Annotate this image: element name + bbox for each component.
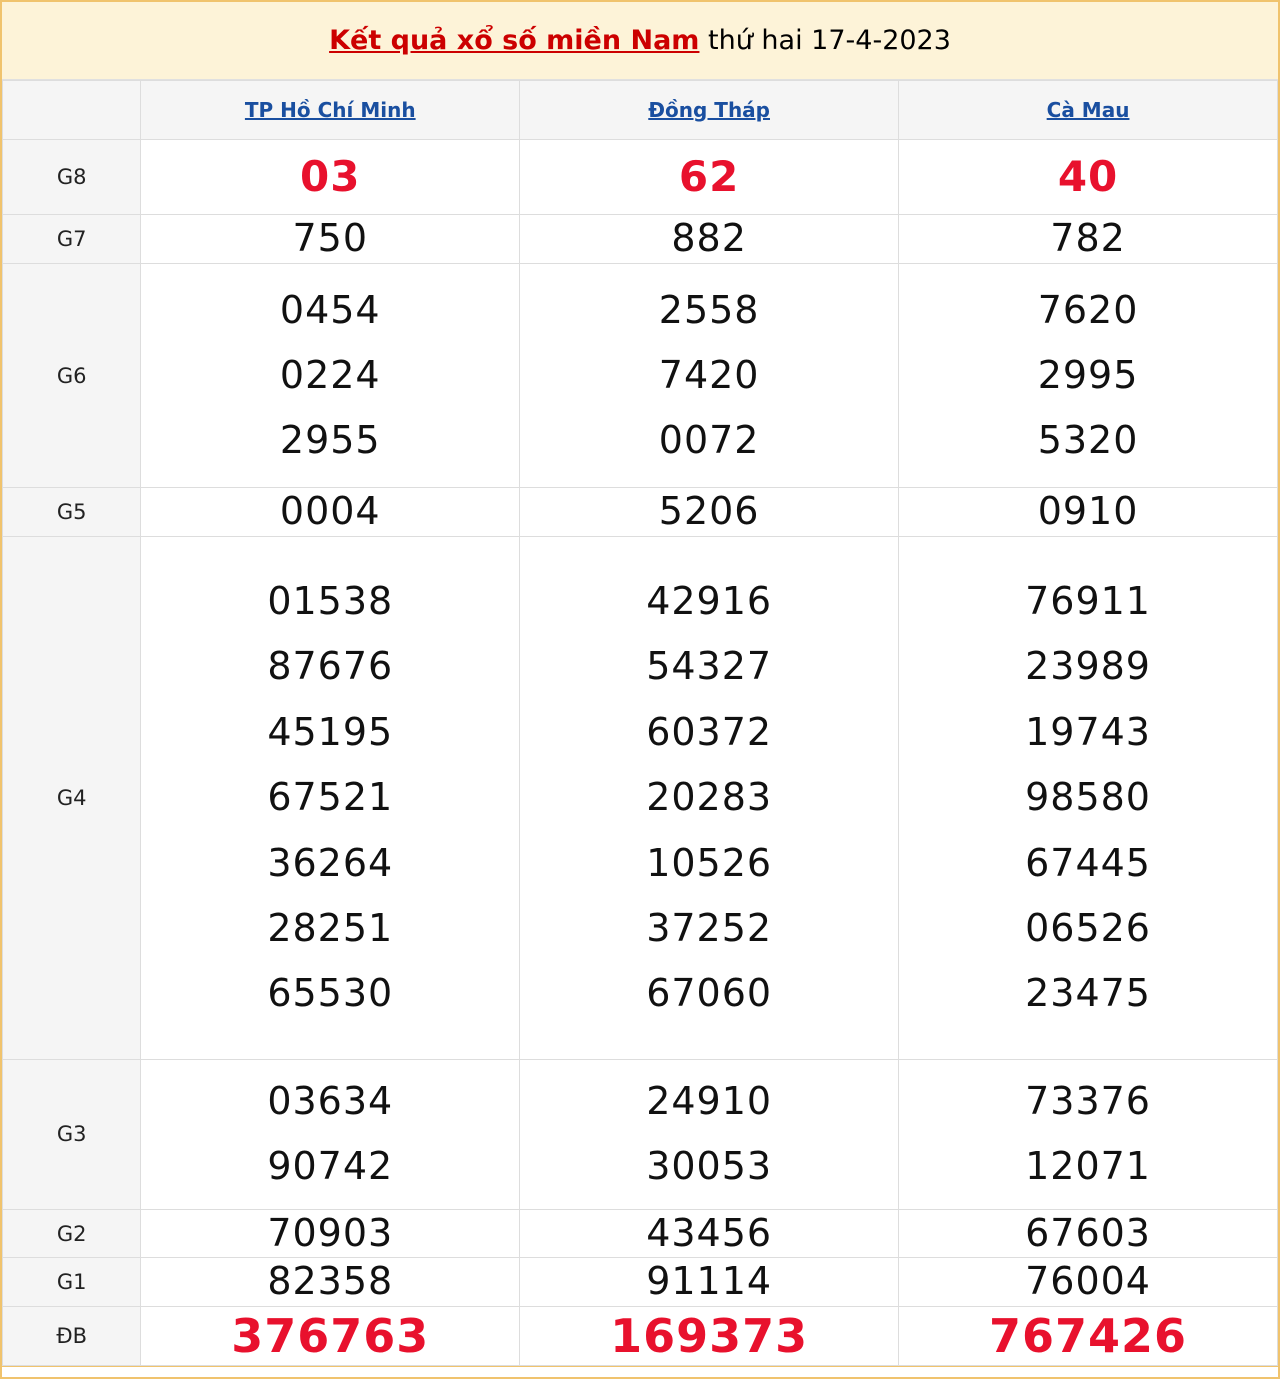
number: 82358 [267,1259,394,1304]
number: 750 [292,215,369,260]
table-row-g5 [3,488,1278,537]
number: 06526 [1025,905,1151,950]
number: 67060 [646,971,773,1016]
prize-values-g8-ca-mau [899,140,1278,215]
number: 65530 [267,971,394,1016]
number: 43456 [646,1210,773,1255]
table-row-g8 [3,140,1278,215]
number: 2558 [658,287,760,332]
number: 20283 [646,775,773,820]
number: 376763 [231,1308,430,1363]
page-title-bar [2,2,1278,80]
prize-values-g7-ca-mau [899,215,1278,264]
prize-values-g7-tp-ho-chi-minh [141,215,520,264]
number: 03634 [267,1078,394,1123]
number: 70903 [267,1210,394,1255]
number: 91114 [646,1259,773,1304]
table-row-g2 [3,1209,1278,1258]
prize-label-g8: G8 [3,140,141,215]
number: 87676 [267,644,394,689]
number: 28251 [267,905,394,950]
prize-values-g8-dong-thap [520,140,899,215]
number: 0910 [1037,489,1139,534]
table-row-g1 [3,1258,1278,1307]
prize-values-g2-dong-thap [520,1209,899,1258]
prize-values-g6-ca-mau [899,263,1278,488]
number: 7420 [658,352,760,397]
prize-values-g2-ca-mau [899,1209,1278,1258]
number: 45195 [267,709,394,754]
prize-values-g4-ca-mau [899,537,1278,1059]
number: 782 [1050,215,1126,260]
prize-values-g1-dong-thap [520,1258,899,1307]
province-link-dong-thap[interactable]: Đồng Tháp [648,98,770,122]
prize-values-db-tp-ho-chi-minh [141,1307,520,1366]
prize-values-g1-ca-mau [899,1258,1278,1307]
results-table-head [3,81,1278,140]
number: 76911 [1025,579,1151,624]
prize-values-g2-tp-ho-chi-minh [141,1209,520,1258]
province-link-tp-ho-chi-minh[interactable]: TP Hồ Chí Minh [244,98,416,122]
prize-label-g2: G2 [3,1209,141,1258]
prize-label-g3: G3 [3,1059,141,1209]
prize-values-g4-dong-thap [520,537,899,1059]
number: 01538 [267,579,394,624]
bottom-divider [2,1366,1278,1377]
number: 5320 [1037,418,1139,463]
prize-values-g4-tp-ho-chi-minh [141,537,520,1059]
number: 37252 [646,905,773,950]
prize-values-g3-tp-ho-chi-minh [141,1059,520,1209]
prize-values-g5-tp-ho-chi-minh [141,488,520,537]
number: 767426 [989,1308,1188,1363]
table-row-g3 [3,1059,1278,1209]
number: 67603 [1025,1210,1151,1255]
number: 62 [678,151,740,201]
prize-values-g3-dong-thap [520,1059,899,1209]
header-corner-cell [3,81,141,140]
prize-values-g6-dong-thap [520,263,899,488]
table-header-row [3,81,1278,140]
prize-label-g4: G4 [3,537,141,1059]
number: 10526 [646,840,773,885]
number: 19743 [1025,709,1151,754]
number: 5206 [658,489,760,534]
number: 0224 [279,352,381,397]
prize-label-g6: G6 [3,263,141,488]
page-title-date: thứ hai 17-4-2023 [699,25,951,56]
number: 67521 [267,775,394,820]
prize-values-g5-ca-mau [899,488,1278,537]
number: 54327 [646,644,773,689]
number: 23989 [1025,644,1151,689]
prize-values-db-ca-mau [899,1307,1278,1366]
page-title [329,25,951,56]
number: 60372 [646,709,773,754]
prize-label-g5: G5 [3,488,141,537]
number: 0004 [279,489,381,534]
province-header-2 [899,81,1278,140]
number: 23475 [1025,971,1151,1016]
province-link-ca-mau[interactable]: Cà Mau [1046,98,1130,122]
number: 03 [300,151,361,201]
number: 67445 [1025,840,1151,885]
number: 12071 [1025,1144,1151,1189]
number: 42916 [646,579,773,624]
prize-values-g7-dong-thap [520,215,899,264]
number: 90742 [267,1144,394,1189]
prize-label-g7: G7 [3,215,141,264]
prize-label-g1: G1 [3,1258,141,1307]
number: 76004 [1025,1259,1151,1304]
number: 7620 [1037,287,1139,332]
number: 0072 [658,418,760,463]
province-header-0 [141,81,520,140]
number: 2995 [1037,352,1139,397]
number: 24910 [646,1078,773,1123]
table-row-g4 [3,537,1278,1059]
number: 882 [671,215,747,260]
prize-values-g5-dong-thap [520,488,899,537]
number: 169373 [610,1308,809,1363]
table-row-db [3,1307,1278,1366]
table-row-g7 [3,215,1278,264]
prize-label-db: ĐB [3,1307,141,1366]
prize-values-g6-tp-ho-chi-minh [141,263,520,488]
results-table [2,80,1278,1366]
number: 98580 [1025,775,1151,820]
page-title-link[interactable]: Kết quả xổ số miền Nam [329,25,700,56]
prize-values-g3-ca-mau [899,1059,1278,1209]
number: 0454 [279,287,381,332]
number: 73376 [1025,1078,1151,1123]
province-header-1 [520,81,899,140]
prize-values-g1-tp-ho-chi-minh [141,1258,520,1307]
table-row-g6 [3,263,1278,488]
results-table-body [3,140,1278,1366]
number: 30053 [646,1144,773,1189]
number: 36264 [267,840,394,885]
number: 2955 [279,418,381,463]
prize-values-g8-tp-ho-chi-minh [141,140,520,215]
number: 40 [1057,151,1119,201]
prize-values-db-dong-thap [520,1307,899,1366]
